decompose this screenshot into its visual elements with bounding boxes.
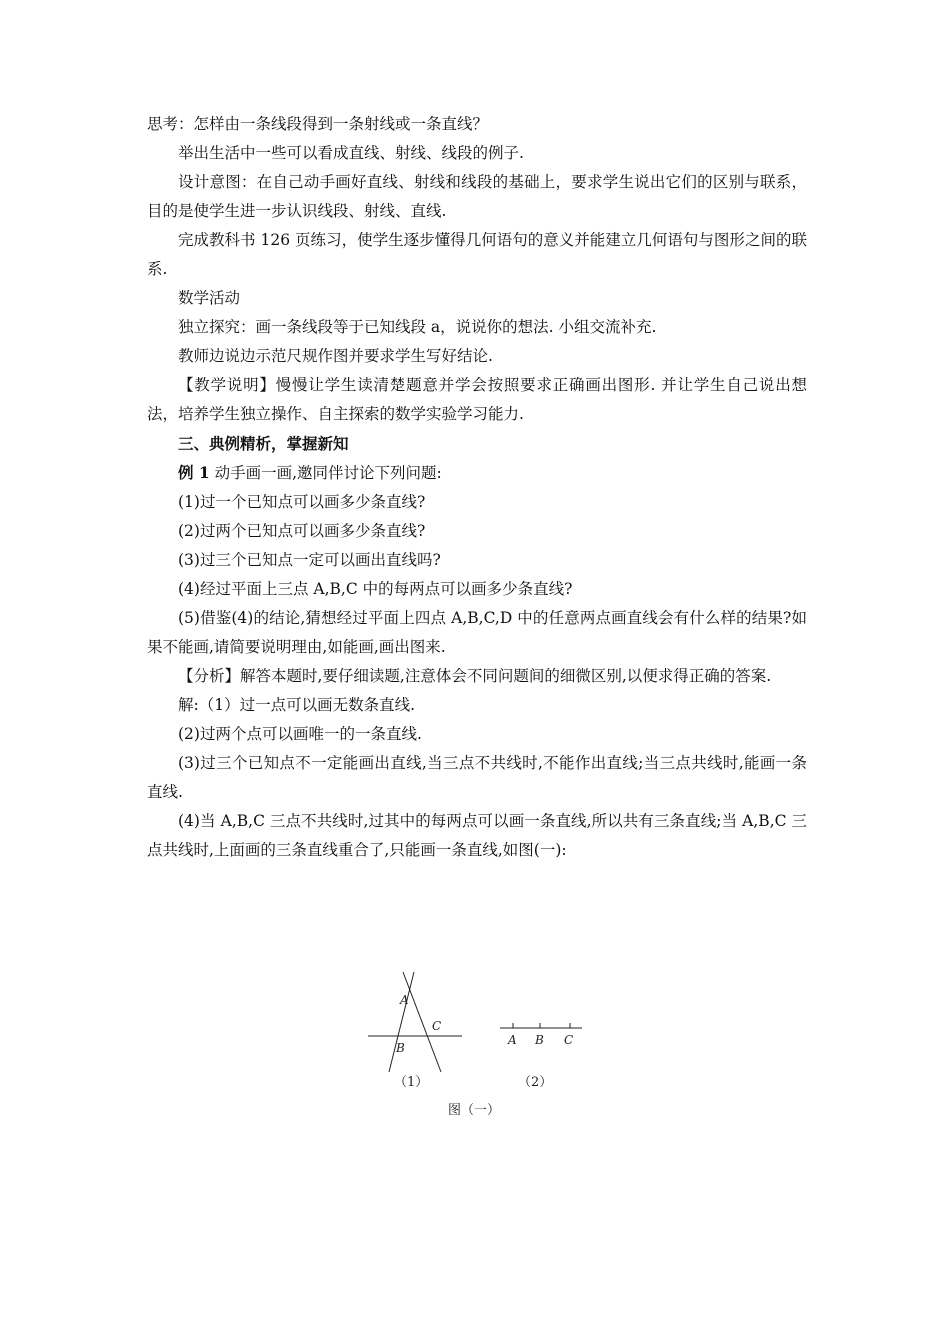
paragraph-math-activity: 数学活动 [178,289,241,307]
left-point-b: B [396,1041,405,1055]
right-point-b: B [535,1033,544,1047]
solution-3: (3)过三个已知点不一定能画出直线,当三点不共线时,不能作出直线;当三点共线时,能画一条直线. [147,754,807,801]
paragraph-teaching-note: 【教学说明】慢慢让学生读清楚题意并学会按照要求正确画出图形. 并让学生自己说出想法，培养学生独立操作、自主探索的数学实验学习能力. [147,376,807,423]
figure-caption: 图（一） [448,1103,501,1118]
paragraph-exercise: 完成教科书 126 页练习，使学生逐步懂得几何语句的意义并能建立几何语句与图形之间的联系. [147,231,807,278]
example-text: 动手画一画,邀同伴讨论下列问题: [209,464,442,482]
solution-4: (4)当 A,B,C 三点不共线时,过其中的每两点可以画一条直线,所以共有三条直线;当 A,B,C 三点共线时,上面画的三条直线重合了,只能画一条直线,如图(一): [147,812,807,859]
section-heading: 三、典例精析，掌握新知 [178,434,349,453]
left-point-a: A [400,993,409,1007]
paragraph-design-intent: 设计意图：在自己动手画好直线、射线和线段的基础上，要求学生说出它们的区别与联系，目的是使学生进一步认识线段、射线、直线. [147,173,807,220]
figure-svg [360,968,600,1128]
solution-2: (2)过两个点可以画唯一的一条直线. [178,725,422,743]
question-2: (2)过两个已知点可以画多少条直线? [178,522,426,540]
solution-1: 解:（1）过一点可以画无数条直线. [178,696,416,714]
figure-one [360,968,600,1128]
analysis: 【分析】解答本题时,要仔细读题,注意体会不同问题间的细微区别,以便求得正确的答案. [178,667,772,685]
subfigure-label-2: （2） [518,1075,553,1090]
example-1 [147,458,807,488]
paragraph-teacher-demo: 教师边说边示范尺规作图并要求学生写好结论. [178,347,493,365]
right-point-c: C [564,1033,574,1047]
question-4: (4)经过平面上三点 A,B,C 中的每两点可以画多少条直线? [178,580,573,598]
question-5: (5)借鉴(4)的结论,猜想经过平面上四点 A,B,C,D 中的任意两点画直线会有什么样的结果?如果不能画,请简要说明理由,如能画,画出图来. [147,609,807,656]
question-1: (1)过一个已知点可以画多少条直线? [178,493,426,511]
paragraph-examples: 举出生活中一些可以看成直线、射线、线段的例子. [178,144,524,162]
left-point-c: C [432,1019,442,1033]
example-label: 例 1 [178,463,210,482]
subfigure-label-1: （1） [394,1075,429,1090]
line-ab [389,972,414,1072]
document-body [147,110,807,865]
paragraph-think: 思考：怎样由一条线段得到一条射线或一条直线？ [147,115,489,133]
right-point-a: A [508,1033,517,1047]
paragraph-independent-inquiry: 独立探究：画一条线段等于已知线段 a，说说你的想法. 小组交流补充. [178,318,657,336]
question-3: (3)过三个已知点一定可以画出直线吗? [178,551,441,569]
